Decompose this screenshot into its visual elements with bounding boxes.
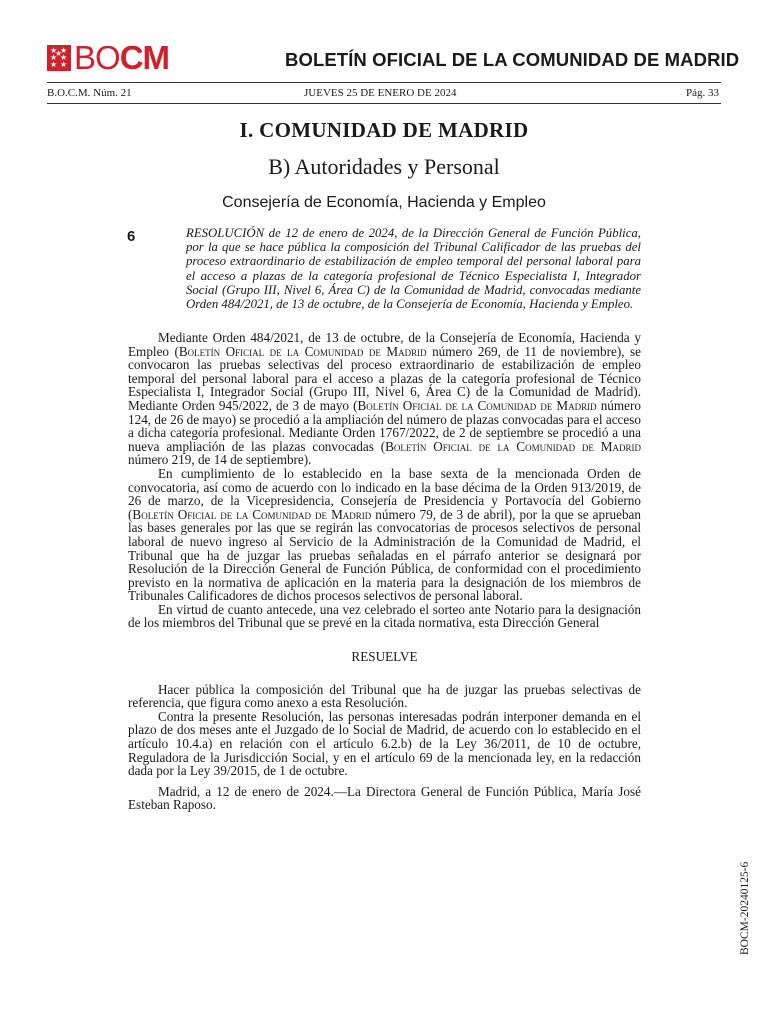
logo-bo: BO xyxy=(74,39,120,76)
issue-number: B.O.C.M. Núm. 21 xyxy=(47,87,132,99)
bocm-reference: Boletín Oficial de la Comunidad de Madrid xyxy=(385,438,641,454)
ministry-title: Consejería de Economía, Hacienda y Empleo xyxy=(222,194,546,211)
bocm-reference: Boletín Oficial de la Comunidad de Madrid xyxy=(132,506,372,522)
madrid-stars-icon: ★ ★ ★ ★ ★ ★ ★ xyxy=(47,45,71,71)
document-code: BOCM-20240125-6 xyxy=(739,861,751,955)
page-number: Pág. 33 xyxy=(686,87,719,99)
issue-date: JUEVES 25 DE ENERO DE 2024 xyxy=(304,87,457,99)
paragraph-2: En cumplimiento de lo establecido en la base sexta de la mencionada Orden de convocatoria, así como de acuerdo con lo indicado en la base décima de la Orden 913/2019, de 26 de marzo, de la Vicepresidencia, Consejería de Presidencia y Portavocía del Gobierno (Boletín Oficial de la Comunidad de Madrid número 79, de 3 de abril), por la que se aprueban las bases generales por las que se regirán las convocatorias de procesos selectivos de personal laboral de nuevo ingreso al Servicio de la Administración de la Comunidad de Madrid, el Tribunal que ha de juzgar las pruebas señaladas en el párrafo anterior se designará por Resolución de la Dirección General de Función Pública, de conformidad con el procedimiento previsto en la normativa de aplicación en la materia para la designación de los miembros de Tribunales Calificadores de dichos procesos selectivos de personal laboral. xyxy=(128,465,641,604)
paragraph-5: Contra la presente Resolución, las personas interesadas podrán interponer demanda en el plazo de dos meses ante el Juzgado de lo Social de Madrid, de acuerdo con lo establecido en el artículo 10.4.a) en relación con el artículo 6.2.b) de la Ley 36/2011, de 10 de octubre, Reguladora de la Jurisdicción Social, y en el artículo 69 de la mencionada ley, en la redacción dada por la Ley 39/2015, de 1 de octubre. xyxy=(128,708,641,779)
header-divider-bottom xyxy=(47,103,721,104)
paragraph-1: Mediante Orden 484/2021, de 13 de octubre, de la Consejería de Economía, Hacienda y Empleo (Boletín Oficial de la Comunidad de Madrid número 269, de 11 de noviembre), se convocaron las pruebas selectivas del proceso extraordinario de estabilización de empleo temporal del personal laboral para el acceso a plazas de la categoría profesional de Técnico Especialista I, Integrador Social (Grupo III, Nivel 6, Área C) de la Comunidad de Madrid). Mediante Orden 945/2022, de 3 de mayo (Boletín Oficial de la Comunidad de Madrid número 124, de 26 de mayo) se procedió a la ampliación del número de plazas convocadas para el acceso a dicha categoría profesional. Mediante Orden 1767/2022, de 2 de septiembre se procedió a una nueva ampliación de las plazas convocadas (Boletín Oficial de la Comunidad de Madrid número 219, de 14 de septiembre). xyxy=(128,330,641,468)
subsection-title: B) Autoridades y Personal xyxy=(268,154,500,179)
bocm-logo xyxy=(47,39,170,76)
resuelve-heading: RESUELVE xyxy=(351,649,418,665)
bocm-reference: Boletín Oficial de la Comunidad de Madrid xyxy=(178,343,427,359)
bocm-reference: Boletín Oficial de la Comunidad de Madrid xyxy=(357,397,597,413)
section-title: I. COMUNIDAD DE MADRID xyxy=(239,118,529,142)
paragraph-3: En virtud de cuanto antecede, una vez celebrado el sorteo ante Notario para la designación de los miembros del Tribunal que se prevé en la citada normativa, esta Dirección General xyxy=(128,601,641,631)
resolution-number: 6 xyxy=(127,228,136,245)
header-divider xyxy=(47,82,721,83)
logo-cm: CM xyxy=(119,39,170,76)
resolution-title: RESOLUCIÓN de 12 de enero de 2024, de la Dirección General de Función Pública, por la que se hace pública la composición del Tribunal Calificador de las pruebas del proceso extraordinario de estabilización de empleo temporal del personal laboral para el acceso a plazas de la categoría profesional de Técnico Especialista I, Integrador Social (Grupo III, Nivel 6, Área C) de la Comunidad de Madrid, convocadas mediante Orden 484/2021, de 13 de octubre, de la Consejería de Economía, Hacienda y Empleo. xyxy=(186,226,641,312)
paragraph-4: Hacer pública la composición del Tribunal que ha de juzgar las pruebas selectivas de referencia, que figura como anexo a esta Resolución. xyxy=(128,681,641,711)
document-body xyxy=(128,331,641,812)
gazette-title: BOLETÍN OFICIAL DE LA COMUNIDAD DE MADRID xyxy=(285,49,740,70)
signature-paragraph: Madrid, a 12 de enero de 2024.—La Directora General de Función Pública, María José Esteban Raposo. xyxy=(128,783,641,813)
